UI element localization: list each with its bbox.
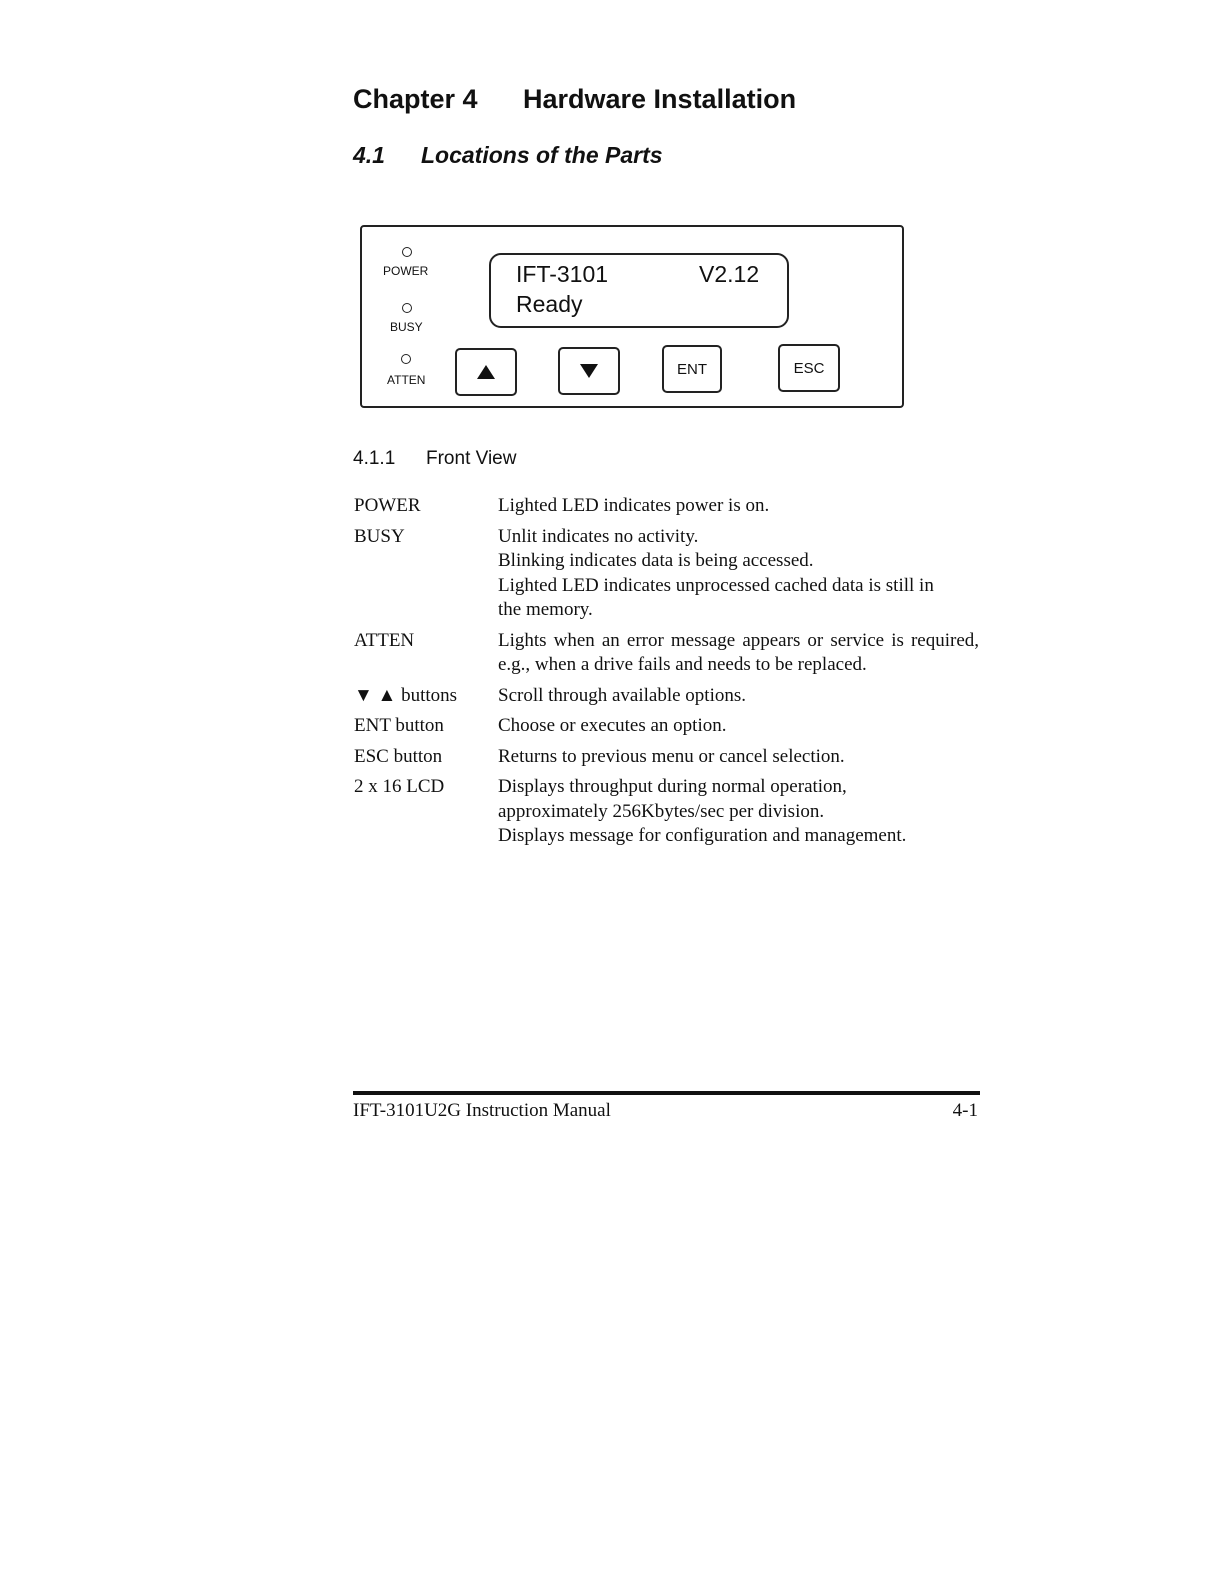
ent-button: ENT [662,345,722,393]
description-line: Lighted LED indicates power is on. [498,495,770,516]
definition-row [354,629,979,678]
section-title [353,142,663,169]
section-name: Locations of the Parts [421,142,663,168]
lcd-display [489,253,789,328]
description-line: Displays throughput during normal operation, approximately 256Kbytes/sec per division. [498,776,847,822]
definition-description [498,629,979,678]
definition-row [354,745,979,770]
definition-term: 2 x 16 LCD [354,776,445,797]
footer-manual-title: IFT-3101U2G Instruction Manual [353,1100,611,1121]
subsection-heading [353,448,516,470]
definition-description [498,525,979,623]
description-line: Unlit indicates no activity. [498,525,699,547]
definition-description [498,775,979,849]
lcd-line-2: Ready [516,291,583,317]
definition-list [354,494,979,855]
definition-description [498,745,979,770]
subsection-title: Front View [426,448,517,469]
power-led-icon [402,247,412,257]
definition-row [354,525,979,623]
description-line: Choose or executes an option. [498,715,727,736]
definition-term: ▼ ▲ buttons [354,684,458,706]
section-number: 4.1 [353,142,385,168]
up-arrow-icon [477,365,495,379]
definition-row [354,494,979,519]
description-line: Lights when an error message appears or service is required, e.g., when a drive fails and needs to be replaced. [498,629,979,675]
atten-led-icon [401,354,411,364]
subsection-number: 4.1.1 [353,448,396,469]
chapter-title [353,84,796,115]
definition-term: POWER [354,495,421,516]
description-line: Scroll through available options. [498,684,747,706]
down-arrow-icon [580,364,598,378]
chapter-name: Hardware Installation [523,84,797,114]
footer-divider [353,1091,980,1095]
description-line: Blinking indicates data is being accessed. [498,550,814,571]
up-button [455,348,517,396]
power-led-label: POWER [383,264,429,278]
busy-led-label: BUSY [390,320,423,334]
description-line: Returns to previous menu or cancel selection. [498,745,845,767]
front-panel-figure [360,225,904,408]
busy-led-icon [402,303,412,313]
atten-led-label: ATTEN [387,373,426,387]
definition-term: ESC button [354,745,443,767]
definition-row [354,684,979,709]
definition-term: ENT button [354,715,444,736]
definition-term: ATTEN [354,629,415,651]
down-button [558,347,620,395]
description-line: Lighted LED indicates unprocessed cached data is still in the memory. [498,574,934,620]
footer-page-number: 4-1 [952,1100,978,1121]
definition-row [354,714,979,739]
lcd-version: V2.12 [699,261,760,287]
definition-description [498,714,979,739]
definition-description [498,684,979,709]
definition-row [354,775,979,849]
description-line: Displays message for configuration and management. [498,825,907,846]
definition-description [498,494,979,519]
chapter-number: Chapter 4 [353,84,478,114]
lcd-line-1: IFT-3101 [516,261,609,287]
esc-button: ESC [778,344,840,392]
definition-term: BUSY [354,525,405,547]
